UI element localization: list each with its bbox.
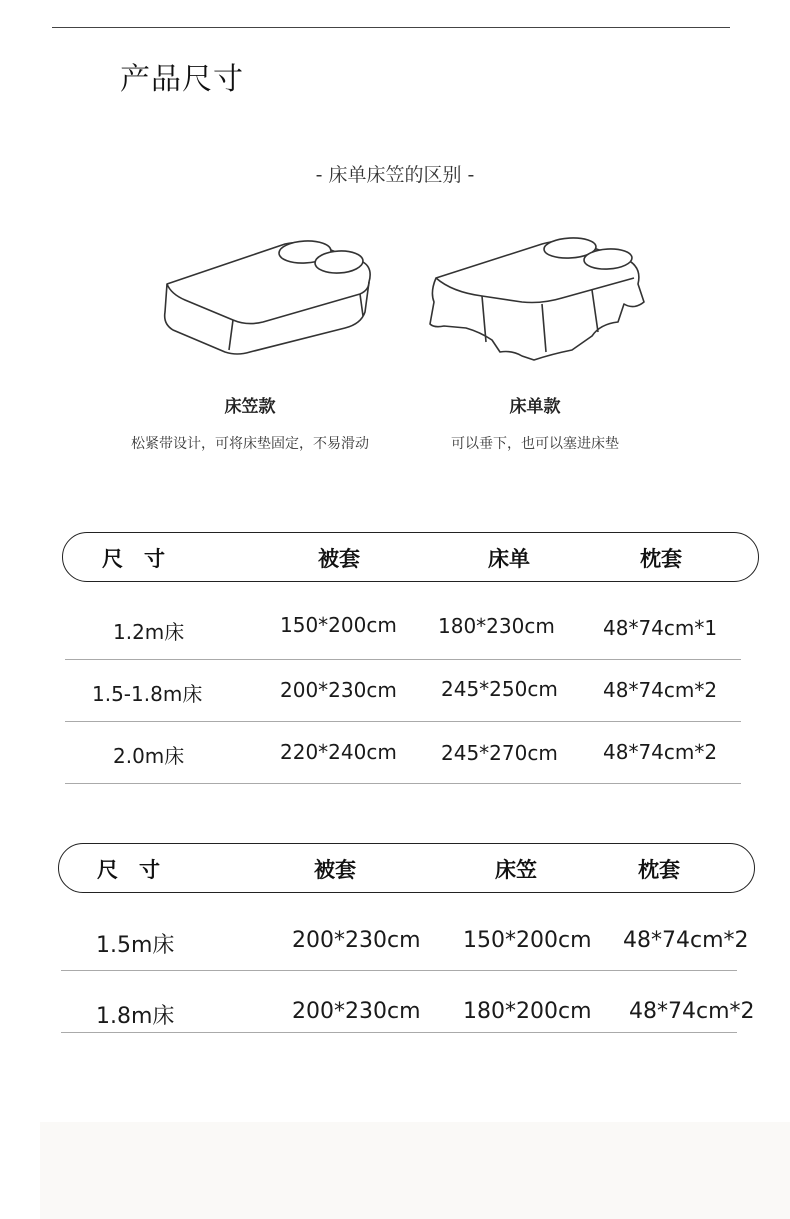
section-subtitle: - 床单床笠的区别 - — [315, 164, 475, 186]
table1-cell: 150*200cm — [280, 613, 397, 637]
table1-cell: 1.2m床 — [113, 620, 185, 644]
table1-cell: 245*250cm — [441, 677, 558, 701]
flat-title: 床单款 — [509, 397, 561, 417]
table1-cell: 220*240cm — [280, 740, 397, 764]
table2-cell: 150*200cm — [463, 928, 592, 953]
table2-row-divider — [61, 970, 737, 971]
table1-cell: 48*74cm*2 — [603, 740, 718, 764]
bottom-background-band — [40, 1122, 790, 1219]
flat-sheet-illustration — [422, 232, 652, 367]
table1-header-pillowcase: 枕套 — [640, 547, 682, 571]
table1-cell: 2.0m床 — [113, 744, 185, 768]
table1-cell: 180*230cm — [438, 614, 555, 638]
table2-cell: 1.8m床 — [96, 1004, 175, 1029]
table2-cell: 48*74cm*2 — [629, 999, 755, 1024]
table1-header-size: 尺 寸 — [102, 547, 165, 571]
table1-cell: 1.5-1.8m床 — [92, 682, 203, 706]
table1-header-sheet: 床单 — [488, 547, 530, 571]
table2-cell: 180*200cm — [463, 999, 592, 1024]
table2-cell: 1.5m床 — [96, 933, 175, 958]
table1-cell: 245*270cm — [441, 741, 558, 765]
table1-header-duvet: 被套 — [318, 547, 360, 571]
table1-row-divider — [65, 783, 741, 784]
table2-cell: 200*230cm — [292, 999, 421, 1024]
top-divider — [52, 27, 730, 28]
table2-cell: 200*230cm — [292, 928, 421, 953]
flat-description: 可以垂下，也可以塞进床垫 — [451, 436, 619, 452]
table1-row-divider — [65, 721, 741, 722]
table2-header-duvet: 被套 — [314, 858, 356, 882]
fitted-title: 床笠款 — [224, 397, 276, 417]
table1-cell: 48*74cm*1 — [603, 616, 718, 640]
fitted-sheet-illustration — [155, 232, 385, 362]
table2-header-pillowcase: 枕套 — [638, 858, 680, 882]
table2-header-fitted: 床笠 — [495, 858, 537, 882]
flat-caption — [400, 392, 670, 453]
fitted-caption — [100, 392, 400, 453]
table2-row-divider — [61, 1032, 737, 1033]
page-title: 产品尺寸 — [120, 62, 244, 97]
table1-row-divider — [65, 659, 741, 660]
table1-cell: 48*74cm*2 — [603, 678, 718, 702]
table1-cell: 200*230cm — [280, 678, 397, 702]
table2-cell: 48*74cm*2 — [623, 928, 749, 953]
fitted-description: 松紧带设计，可将床垫固定，不易滑动 — [131, 436, 369, 452]
table2-header-size: 尺 寸 — [97, 858, 160, 882]
